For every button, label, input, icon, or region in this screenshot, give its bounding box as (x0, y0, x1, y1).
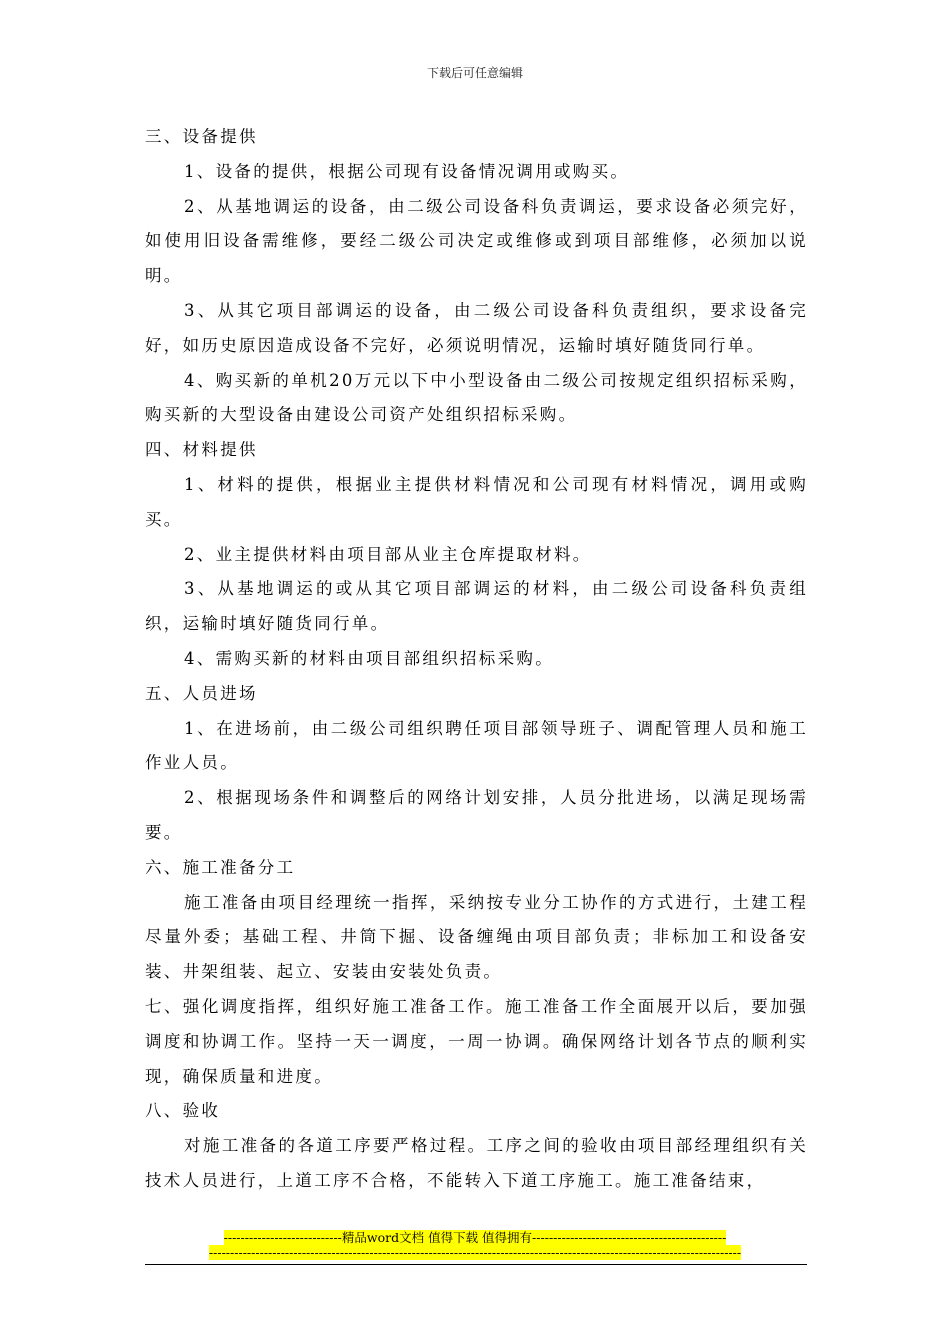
paragraph: 1、设备的提供，根据公司现有设备情况调用或购买。 (184, 161, 630, 181)
document-body (145, 120, 808, 1199)
paragraph: 对施工准备的各道工序要严格过程。工序之间的验收由项目部经理组织有关技术人员进行，上道工序不合格，不能转入下道工序施工。施工准备结束， (145, 1136, 808, 1190)
paragraph: 2、业主提供材料由项目部从业主仓库提取材料。 (184, 544, 592, 564)
paragraph: 2、根据现场条件和调整后的网络计划安排，人员分批进场，以满足现场需要。 (145, 788, 808, 842)
section-heading: 八、验收 (145, 1101, 221, 1121)
paragraph: 3、从其它项目部调运的设备，由二级公司设备科负责组织，要求设备完好，如历史原因造成设备不完好，必须说明情况，运输时填好随货同行单。 (145, 300, 808, 355)
paragraph: 1、材料的提供，根据业主提供材料情况和公司现有材料情况，调用或购买。 (145, 474, 808, 529)
section-heading: 七、强化调度指挥，组织好施工准备工作。施工准备工作全面展开以后，要加强调度和协调工作。坚持一天一调度，一周一协调。确保网络计划各节点的顺利实现，确保质量和进度。 (145, 996, 808, 1086)
footer-banner-dash-text: ------------------------------------------------------------------------------------------------------------------------------ (208, 1245, 742, 1260)
paragraph: 3、从基地调运的或从其它项目部调运的材料，由二级公司设备科负责组织，运输时填好随货同行单。 (145, 579, 808, 634)
section-heading: 六、施工准备分工 (145, 857, 296, 877)
page-header: 下载后可任意编辑 (426, 66, 523, 80)
paragraph: 4、购买新的单机20万元以下中小型设备由二级公司按规定组织招标采购，购买新的大型设备由建设公司资产处组织招标采购。 (145, 370, 808, 425)
footer-divider (145, 1264, 807, 1265)
section-heading: 四、材料提供 (145, 440, 258, 460)
section-heading: 三、设备提供 (145, 127, 258, 146)
footer-banner-text: ----------------------------精品word文档 值得下载 值得拥有---------------------------------------------- (223, 1230, 727, 1245)
footer-banner-dashes (0, 1245, 950, 1260)
paragraph: 施工准备由项目经理统一指挥，采纳按专业分工协作的方式进行，土建工程尽量外委；基础工程、井筒下掘、设备缠绳由项目部负责；非标加工和设备安装、井架组装、起立、安装由安装处负责。 (145, 892, 808, 982)
paragraph: 2、从基地调运的设备，由二级公司设备科负责调运，要求设备必须完好，如使用旧设备需维修，要经二级公司决定或维修或到项目部维修，必须加以说明。 (145, 196, 808, 286)
section-heading: 五、人员进场 (145, 683, 258, 703)
paragraph: 1、在进场前，由二级公司组织聘任项目部领导班子、调配管理人员和施工作业人员。 (145, 718, 808, 773)
footer-banner (0, 1230, 950, 1245)
paragraph: 4、需购买新的材料由项目部组织招标采购。 (184, 648, 554, 668)
